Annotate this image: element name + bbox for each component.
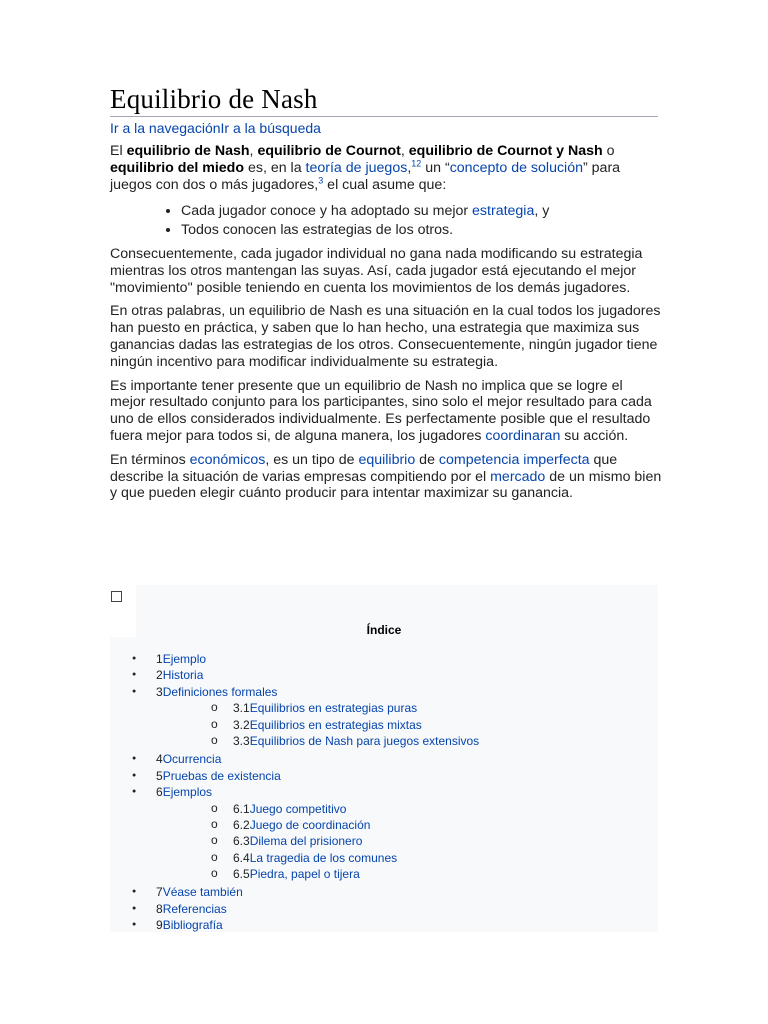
jump-to-search-link[interactable]: Ir a la búsqueda <box>220 120 321 136</box>
reference-1[interactable]: 1 <box>411 158 417 169</box>
jump-links <box>110 120 321 136</box>
paragraph-importante: Es importante tener presente que un equilibrio de Nash no implica que se logre el mejor resultado conjunto para los participantes, sino solo el mejor resultado para cada uno de ellos considerados individualmente. Es perfectamente posible que el resultado fuera mejor para todos si, de alguna manera, los jugadores coordinaran su acción. <box>110 377 652 444</box>
toc-subitem[interactable]: o 3.1Equilibrios en estrategias puras <box>110 700 479 716</box>
list-item: • Cada jugador conoce y ha adoptado su mejor estrategia, y <box>181 203 662 220</box>
link-economicos[interactable]: económicos <box>189 451 266 468</box>
toc-item[interactable]: ● 1Ejemplo <box>110 651 479 667</box>
toc-title: Índice <box>366 623 402 637</box>
link-competencia-imperfecta[interactable]: competencia imperfecta <box>438 451 590 468</box>
toc-subitem[interactable]: o 6.4La tragedia de los comunes <box>110 850 479 866</box>
toc-subitem[interactable]: o 6.3Dilema del prisionero <box>110 833 479 849</box>
toc-item[interactable]: ● 3Definiciones formales <box>110 684 479 700</box>
toc-subitem[interactable]: o 3.3Equilibrios de Nash para juegos extensivos <box>110 733 479 749</box>
article-body <box>110 143 662 509</box>
paragraph-terminos-economicos: En términos económicos, es un tipo de equilibrio de competencia imperfecta que describe la situación de varias empresas compitiendo por el mercado de un mismo bien y que pueden elegir cuánto producir para intentar maximizar su ganancia. <box>110 451 662 502</box>
intro-paragraph: El equilibrio de Nash, equilibrio de Cournot, equilibrio de Cournot y Nash o equilibrio del miedo es, en la teoría de juegos,$^{12}$ un “concepto de solución” para juegos con dos o más jugadores,$^3$ el cual asume que: <box>110 143 621 193</box>
toc-item[interactable]: ● 9Bibliografía <box>110 917 479 933</box>
toc-toggle-checkbox[interactable] <box>111 591 122 602</box>
title-divider <box>110 116 658 117</box>
list-item: • Todos conocen las estrategias de los otros. <box>181 222 662 239</box>
toc-item[interactable]: ● 4Ocurrencia <box>110 751 479 767</box>
toc-item[interactable]: ● 6Ejemplos <box>110 784 479 800</box>
link-equilibrio[interactable]: equilibrio <box>358 451 416 468</box>
toc-item[interactable]: ● 7Véase también <box>110 884 479 900</box>
toc-list <box>110 651 479 934</box>
toc-subitem[interactable]: o 3.2Equilibrios en estrategias mixtas <box>110 717 479 733</box>
link-mercado[interactable]: mercado <box>490 468 546 485</box>
term-miedo: equilibrio del miedo <box>110 159 245 176</box>
toc-item[interactable]: ● 2Historia <box>110 667 479 683</box>
assumptions-list <box>110 203 662 239</box>
toc-item[interactable]: ● 8Referencias <box>110 901 479 917</box>
page-title: Equilibrio de Nash <box>110 84 318 114</box>
toc-item[interactable]: ● 5Pruebas de existencia <box>110 768 479 784</box>
reference-3[interactable]: 3 <box>318 174 324 185</box>
term-nash: equilibrio de Nash <box>126 143 250 159</box>
toc-subitem[interactable]: o 6.5Piedra, papel o tijera <box>110 866 479 882</box>
link-coordinaran[interactable]: coordinaran <box>485 427 561 444</box>
jump-to-navigation-link[interactable]: Ir a la navegación <box>110 120 221 136</box>
toc-subitem[interactable]: o 6.2Juego de coordinación <box>110 817 479 833</box>
paragraph-otras-palabras: En otras palabras, un equilibrio de Nash es una situación en la cual todos los jugadores han puesto en práctica, y saben que lo han hecho, una estrategia que maximiza sus ganancias dadas las estrategias de los otros. Consecuentemente, ningún jugador tiene ningún incentivo para modificar individualmente su estrategia. <box>110 303 661 370</box>
link-concepto-de-solucion[interactable]: concepto de solución <box>449 159 583 176</box>
paragraph-consecuentemente: Consecuentemente, cada jugador individual no gana nada modificando su estrategia mientras los otros mantengan las suyas. Así, cada jugador está ejecutando el mejor "movimiento" posible teniendo en cuenta los movimientos de los demás jugadores. <box>110 245 643 296</box>
link-teoria-de-juegos[interactable]: teoría de juegos <box>305 159 408 176</box>
term-cournot: equilibrio de Cournot <box>257 143 401 159</box>
toc-subitem[interactable]: o 6.1Juego competitivo <box>110 801 479 817</box>
reference-2[interactable]: 2 <box>416 158 422 169</box>
link-estrategia[interactable]: estrategia <box>472 203 535 220</box>
table-of-contents <box>110 585 658 932</box>
term-cournot-nash: equilibrio de Cournot y Nash <box>408 143 603 159</box>
